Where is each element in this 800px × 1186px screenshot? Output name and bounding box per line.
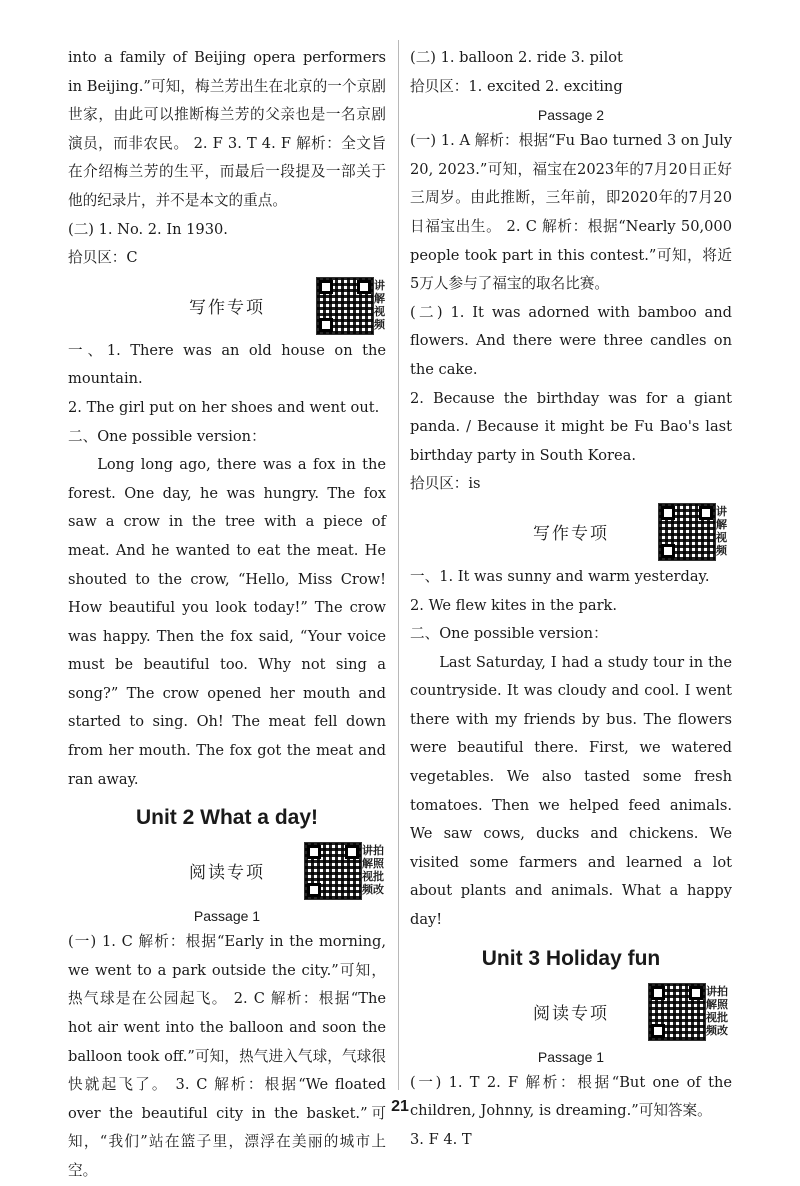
section-title: 阅读专项: [189, 863, 265, 884]
writing-section-header: [410, 499, 732, 563]
unit-title: Unit 3 Holiday fun: [481, 946, 661, 970]
page-number: 21: [391, 1098, 409, 1115]
passage-title: Passage 1: [537, 1048, 605, 1065]
passage-title: Passage 2: [537, 107, 605, 124]
shell-area: 拾贝区：1. excited 2. exciting: [410, 77, 623, 95]
writing-section-header: [68, 273, 386, 337]
qr-label: 讲解视频: [716, 504, 727, 557]
qr-label: 讲拍解照视批频改: [706, 984, 728, 1037]
unit-title: Unit 2 What a day!: [135, 806, 319, 830]
column-divider: [398, 40, 399, 1090]
passage-title: Passage 1: [193, 908, 261, 925]
qr-code-icon[interactable]: [658, 503, 716, 561]
qr-code-icon[interactable]: [304, 842, 362, 900]
answer-paragraph: (二) 1. balloon 2. ride 3. pilot: [410, 49, 623, 66]
answer-paragraph: into a family of Beijing opera performers in Beijing.”可知，梅兰芳出生在北京的一个京剧世家，由此可以推断梅兰芳的父亲也是一名京剧演员，而非农民。 2. F 3. T 4. F 解析：全文旨在介绍梅兰芳的生平，而最后一段提及一部关于他的纪录片，并不是本文的重点。: [68, 49, 386, 209]
qr-code-icon[interactable]: [648, 983, 706, 1041]
qr-label: 讲拍解照视批频改: [362, 844, 384, 897]
qr-code-icon[interactable]: [316, 277, 374, 335]
answer-paragraph: 二、One possible version：: [410, 625, 608, 643]
answer-paragraph: 一、1. There was an old house on the mountain.: [68, 341, 386, 388]
shell-area: 拾贝区：C: [68, 249, 138, 267]
left-column: [68, 44, 386, 1186]
section-title: 写作专项: [189, 297, 265, 318]
reading-section-header: [68, 838, 386, 902]
answer-paragraph: 3. F 4. T: [410, 1130, 472, 1148]
answer-paragraph: 2. We flew kites in the park.: [410, 596, 618, 614]
reading-section-header: [410, 979, 732, 1043]
answer-paragraph: (二) 1. It was adorned with bamboo and flowers. And there were three candles on the cake.: [410, 303, 732, 378]
qr-label: 讲解视频: [374, 278, 385, 331]
answer-paragraph: 2. Because the birthday was for a giant panda. / Because it might be Fu Bao's last birthday party in South Korea.: [410, 389, 732, 464]
shell-area: 拾贝区：is: [410, 475, 481, 493]
answer-paragraph: 二、One possible version：: [68, 427, 266, 445]
answer-paragraph: (一) 1. C 解析：根据“Early in the morning, we went to a park outside the city.”可知，热气球是在公园起飞。 2. C 解析：根据“The hot air went into the balloon and soon the balloon took off.”可知，热气进入气球，气球很快就起飞了。 3. C 解析：根据“We floated over the beautiful city in the basket.”可知，“我们”站在篮子里，漂浮在美丽的城市上空。: [68, 933, 386, 1179]
answer-paragraph: 2. The girl put on her shoes and went out.: [68, 398, 380, 416]
answer-paragraph: 一、1. It was sunny and warm yesterday.: [410, 567, 710, 585]
section-title: 阅读专项: [533, 1003, 609, 1024]
answer-paragraph: (二) 1. No. 2. In 1930.: [68, 220, 228, 238]
answer-paragraph: (一) 1. A 解析：根据“Fu Bao turned 3 on July 20, 2023.”可知，福宝在2023年的7月20日正好三周岁。由此推断，三年前，即2020年的7月20日福宝出生。 2. C 解析：根据“Nearly 50,000 people took part in this contest.”可知，将近5万人参与了福宝的取名比赛。: [410, 132, 732, 293]
essay-paragraph: Long long ago, there was a fox in the forest. One day, he was hungry. The fox saw a crow in the tree with a piece of meat. And he wanted to eat the meat. He shouted to the crow, “Hello, Miss Crow! How beautiful you look today!” The crow was happy. Then the fox said, “Your voice must be beautiful too. Why not sing a song?” The crow opened her mouth and started to sing. Oh! The meat fell down from her mouth. The fox got the meat and ran away.: [68, 456, 386, 788]
section-title: 写作专项: [533, 523, 609, 544]
essay-paragraph: Last Saturday, I had a study tour in the countryside. It was cloudy and cool. I went there with my friends by bus. The flowers were beautiful there. First, we watered vegetables. We also tasted some fresh tomatoes. Then we helped feed animals. We saw cows, ducks and chickens. We visited some farmers and learned a lot about plants and animals. What a happy day!: [410, 653, 732, 929]
answer-paragraph: (一) 1. T 2. F 解析：根据“But one of the children, Johnny, is dreaming.”可知答案。: [410, 1073, 732, 1120]
right-column: [410, 44, 732, 1154]
